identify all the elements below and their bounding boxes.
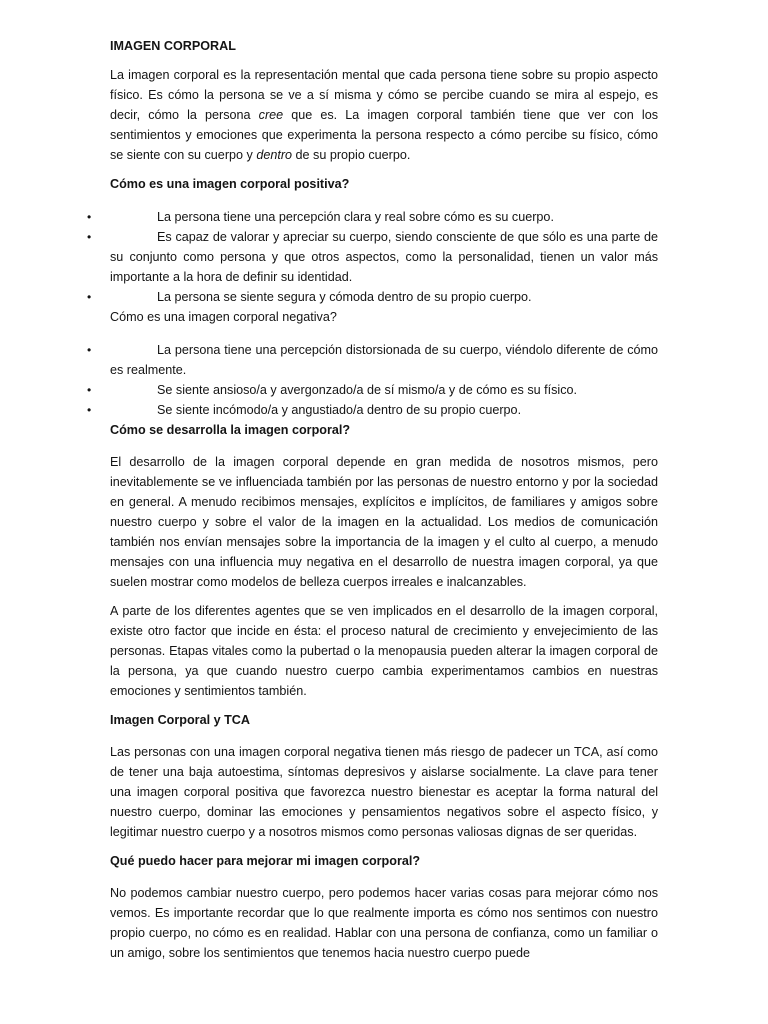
positive-heading: Cómo es una imagen corporal positiva? xyxy=(110,177,350,191)
list-item: • La persona tiene una percepción clara y real sobre cómo es su cuerpo. xyxy=(110,207,658,227)
negative-list xyxy=(110,340,658,420)
list-item: • La persona se siente segura y cómoda dentro de su propio cuerpo. xyxy=(110,287,658,307)
improve-heading: Qué puedo hacer para mejorar mi imagen corporal? xyxy=(110,854,421,868)
intro-emphasis-cree: cree xyxy=(258,108,284,122)
improve-paragraph: No podemos cambiar nuestro cuerpo, pero podemos hacer varias cosas para mejorar cómo nos vemos. Es importante recordar que lo que realmente importa es cómo nos sentimos con nuestro propio cuerpo, no cómo es en realidad. Hablar con una persona de confianza, como un familiar o un amigo, sobre los sentimientos que tenemos hacia nuestro cuerpo puede xyxy=(110,886,658,960)
list-item: • La persona tiene una percepción distorsionada de su cuerpo, viéndolo diferente de cómo es realmente. xyxy=(110,340,658,380)
list-item: • Es capaz de valorar y apreciar su cuerpo, siendo consciente de que sólo es una parte de su conjunto como persona y que otros aspectos, como la personalidad, tienen un valor más importante a la hora de definir su identidad. xyxy=(110,227,658,287)
document-title: IMAGEN CORPORAL xyxy=(110,39,236,53)
develop-paragraph-1: El desarrollo de la imagen corporal depende en gran medida de nosotros mismos, pero inevitablemente se ve influenciada también por las personas de nuestro entorno y por la sociedad en general. A menudo recibimos mensajes, explícitos e implícitos, de familiares y amigos sobre nuestro cuerpo y sobre el valor de la imagen en la actualidad. Los medios de comunicación también nos envían mensajes sobre la importancia de la imagen y el culto al cuerpo, a menudo mensajes con una influencia muy negativa en el desarrollo de nuestra imagen corporal, ya que suelen mostrar como modelos de belleza cuerpos irreales e inalcanzables. xyxy=(110,455,658,589)
tca-paragraph: Las personas con una imagen corporal negativa tienen más riesgo de padecer un TCA, así como de tener una baja autoestima, síntomas depresivos y aislarse socialmente. La clave para tener una imagen corporal positiva que favorezca nuestro bienestar es aceptar la forma natural del nuestro cuerpo, dominar las emociones y pensamientos negativos sobre el aspecto físico, y legitimar nuestro cuerpo y a nosotros mismos como personas valiosas dignas de ser queridas. xyxy=(110,745,658,839)
intro-text-1: La imagen corporal es la representación mental que cada persona tiene sobre su propio aspecto físico. Es cómo la persona se ve a sí misma y cómo se percibe cuando se mira al espejo, es decir, cómo la persona xyxy=(110,68,658,122)
intro-paragraph xyxy=(110,65,658,165)
positive-list xyxy=(110,207,658,307)
document-body xyxy=(110,36,658,963)
list-item: • Se siente ansioso/a y avergonzado/a de sí mismo/a y de cómo es su físico. xyxy=(110,380,658,400)
tca-heading: Imagen Corporal y TCA xyxy=(110,713,250,727)
develop-paragraph-2: A parte de los diferentes agentes que se ven implicados en el desarrollo de la imagen corporal, existe otro factor que incide en ésta: el proceso natural de crecimiento y envejecimiento de las personas. Etapas vitales como la pubertad o la menopausia pueden alterar la imagen corporal de la persona, ya que cuando nuestro cuerpo cambia experimentamos cambios en nuestras emociones y sentimientos también. xyxy=(110,604,658,698)
intro-text-3: de su propio cuerpo. xyxy=(292,148,411,162)
negative-heading: Cómo es una imagen corporal negativa? xyxy=(110,310,337,324)
list-item: • Se siente incómodo/a y angustiado/a dentro de su propio cuerpo. xyxy=(110,400,658,420)
intro-emphasis-dentro: dentro xyxy=(256,148,293,162)
intro-text-2: que es. La imagen corporal también tiene que ver con los sentimientos y emociones que experimenta la persona respecto a cómo percibe su físico, cómo se siente con su cuerpo y xyxy=(110,108,658,162)
develop-heading: Cómo se desarrolla la imagen corporal? xyxy=(110,423,351,437)
